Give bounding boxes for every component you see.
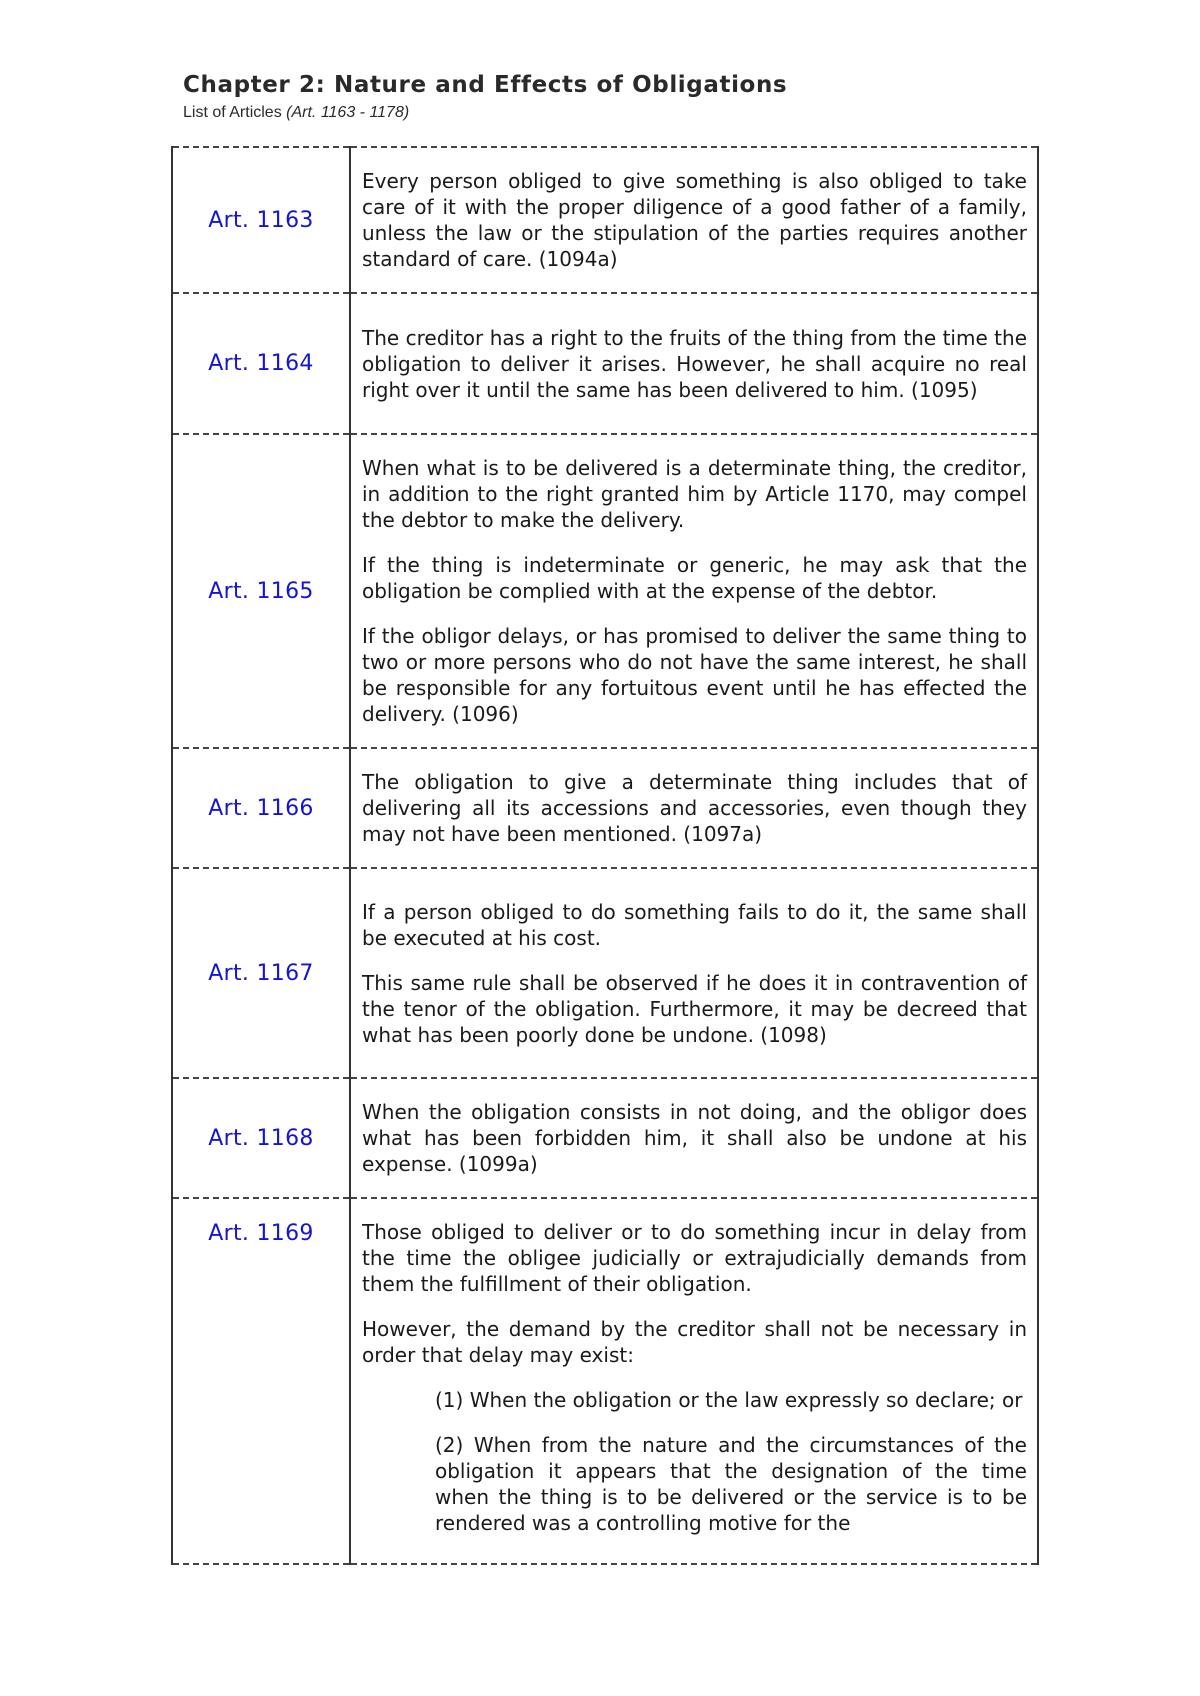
article-number: Art. 1167 [172,868,350,1078]
subtitle-prefix: List of Articles [183,104,287,121]
article-number: Art. 1163 [172,147,350,293]
article-list-item: (1) When the obligation or the law expressly so declare; or [435,1388,1023,1412]
article-text [350,748,1038,868]
article-row [172,147,1038,293]
article-row [172,868,1038,1078]
article-paragraph: This same rule shall be observed if he does it in contravention of the tenor of the obligation. Furthermore, it may be decreed that what has been poorly done be undone. (1098) [362,970,1027,1047]
article-text [350,868,1038,1078]
article-number: Art. 1166 [172,748,350,868]
article-paragraph: Those obliged to deliver or to do something incur in delay from the time the obligee judicially or extrajudicially demands from them the fulfillment of their obligation. [362,1220,1027,1296]
article-paragraph: If the obligor delays, or has promised to deliver the same thing to two or more persons who do not have the same interest, he shall be responsible for any fortuitous event until he has effected the delivery. (1096) [362,624,1027,726]
article-row [172,1078,1038,1198]
article-number: Art. 1165 [172,434,350,748]
chapter-subtitle [183,104,409,122]
article-list-item: (2) When from the nature and the circumstances of the obligation it appears that the designation of the time when the thing is to be delivered or the service is to be rendered was a controlling motive for the [435,1433,1027,1535]
articles-table [171,146,1039,1565]
article-number: Art. 1164 [172,293,350,434]
article-text [350,434,1038,748]
article-row [172,293,1038,434]
article-row [172,748,1038,868]
article-paragraph: When the obligation consists in not doing, and the obligor does what has been forbidden him, it shall also be undone at his expense. (1099a) [362,1100,1027,1176]
article-paragraph: When what is to be delivered is a determinate thing, the creditor, in addition to the right granted him by Article 1170, may compel the debtor to make the delivery. [362,456,1027,532]
subtitle-range: (Art. 1163 - 1178) [286,104,410,121]
article-text [350,293,1038,434]
article-text [350,147,1038,293]
article-paragraph: The creditor has a right to the fruits of the thing from the time the obligation to deliver it arises. However, he shall acquire no real right over it until the same has been delivered to him. (1095) [362,325,1027,402]
article-text [350,1198,1038,1564]
article-number: Art. 1169 [172,1198,350,1564]
article-number: Art. 1168 [172,1078,350,1198]
article-text [350,1078,1038,1198]
article-paragraph: If a person obliged to do something fails to do it, the same shall be executed at his cost. [362,899,1027,950]
article-text-clip [362,1219,1027,1549]
article-row [172,1198,1038,1564]
article-paragraph: If the thing is indeterminate or generic, he may ask that the obligation be complied with at the expense of the debtor. [362,553,1027,603]
article-paragraph: Every person obliged to give something is also obliged to take care of it with the proper diligence of a good father of a family, unless the law or the stipulation of the parties requires another standard of care. (1094a) [362,169,1027,271]
article-paragraph: The obligation to give a determinate thing includes that of delivering all its accessions and accessories, even though they may not have been mentioned. (1097a) [362,770,1027,846]
article-row [172,434,1038,748]
article-paragraph: However, the demand by the creditor shall not be necessary in order that delay may exist: [362,1317,1027,1367]
chapter-title: Chapter 2: Nature and Effects of Obligations [183,72,788,98]
